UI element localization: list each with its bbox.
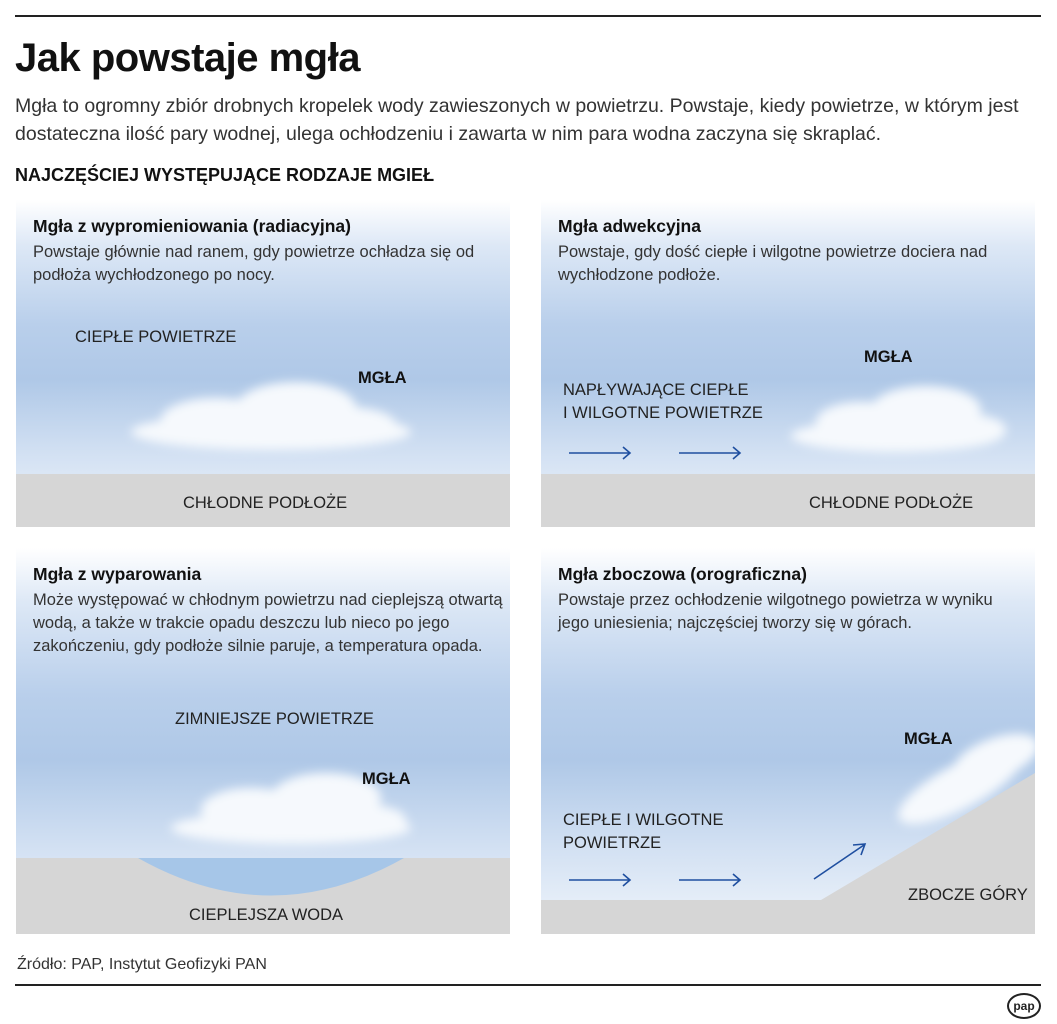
fog-label: MGŁA	[358, 369, 407, 387]
panel-advection-fog	[541, 200, 1035, 527]
fog-label: MGŁA	[864, 348, 913, 366]
air-label-line-2: POWIETRZE	[563, 834, 662, 852]
air-label-line-1: NAPŁYWAJĄCE CIEPŁE	[563, 381, 749, 399]
fog-cloud	[131, 382, 411, 450]
intro-text: Mgła to ogromny zbiór drobnych kropelek wody zawieszonych w powietrzu. Powstaje, kiedy powietrze, w którym jest dostateczna ilość pary wodnej, ulega ochłodzeniu i zawarta w nim para wodna zaczyna się skraplać.	[15, 95, 1019, 145]
panel-text: Powstaje głównie nad ranem, gdy powietrze ochładza się od podłoża wychłodzonego po nocy.	[33, 243, 475, 284]
fog-label: MGŁA	[904, 730, 953, 748]
air-label: CIEPŁE POWIETRZE	[75, 328, 237, 346]
panel-heading: Mgła z wyparowania	[33, 564, 202, 584]
section-title: NAJCZĘŚCIEJ WYSTĘPUJĄCE RODZAJE MGIEŁ	[15, 165, 435, 185]
ground-label: CHŁODNE PODŁOŻE	[183, 494, 348, 512]
air-label-line-1: CIEPŁE I WILGOTNE	[563, 811, 724, 829]
panel-heading: Mgła adwekcyjna	[558, 216, 701, 236]
panel-orographic-fog	[541, 548, 1035, 934]
panel-text: Powstaje przez ochłodzenie wilgotnego powietrza w wyniku jego uniesienia; najczęściej tworzy się w górach.	[558, 591, 993, 632]
page-title: Jak powstaje mgła	[15, 36, 360, 80]
ground-label: CIEPLEJSZA WODA	[189, 906, 344, 924]
panel-heading: Mgła z wypromieniowania (radiacyjna)	[33, 216, 351, 236]
panel-heading: Mgła zboczowa (orograficzna)	[558, 564, 807, 584]
source-note: Źródło: PAP, Instytut Geofizyki PAN	[17, 956, 267, 973]
arrow-icon	[569, 447, 740, 459]
panel-radiation-fog	[16, 200, 510, 527]
fog-label: MGŁA	[362, 770, 411, 788]
air-label: ZIMNIEJSZE POWIETRZE	[175, 710, 374, 728]
panel-text: Może występować w chłodnym powietrzu nad cieplejszą otwartą wodą, a także w trakcie opadu deszczu lub nieco po jego zakończeniu, gdy podłoże silnie paruje, a temperatura opada.	[33, 591, 503, 655]
ground-label: CHŁODNE PODŁOŻE	[809, 494, 974, 512]
panel-text: Powstaje, gdy dość ciepłe i wilgotne powietrze dociera nad wychłodzone podłoże.	[558, 243, 988, 284]
ground-label: ZBOCZE GÓRY	[908, 886, 1028, 904]
pap-logo: pap	[1007, 993, 1041, 1019]
top-rule	[15, 15, 1041, 17]
panel-evaporation-fog	[16, 548, 510, 934]
fog-cloud	[791, 386, 1006, 452]
air-label-line-2: I WILGOTNE POWIETRZE	[563, 404, 763, 422]
bottom-rule	[15, 984, 1041, 986]
